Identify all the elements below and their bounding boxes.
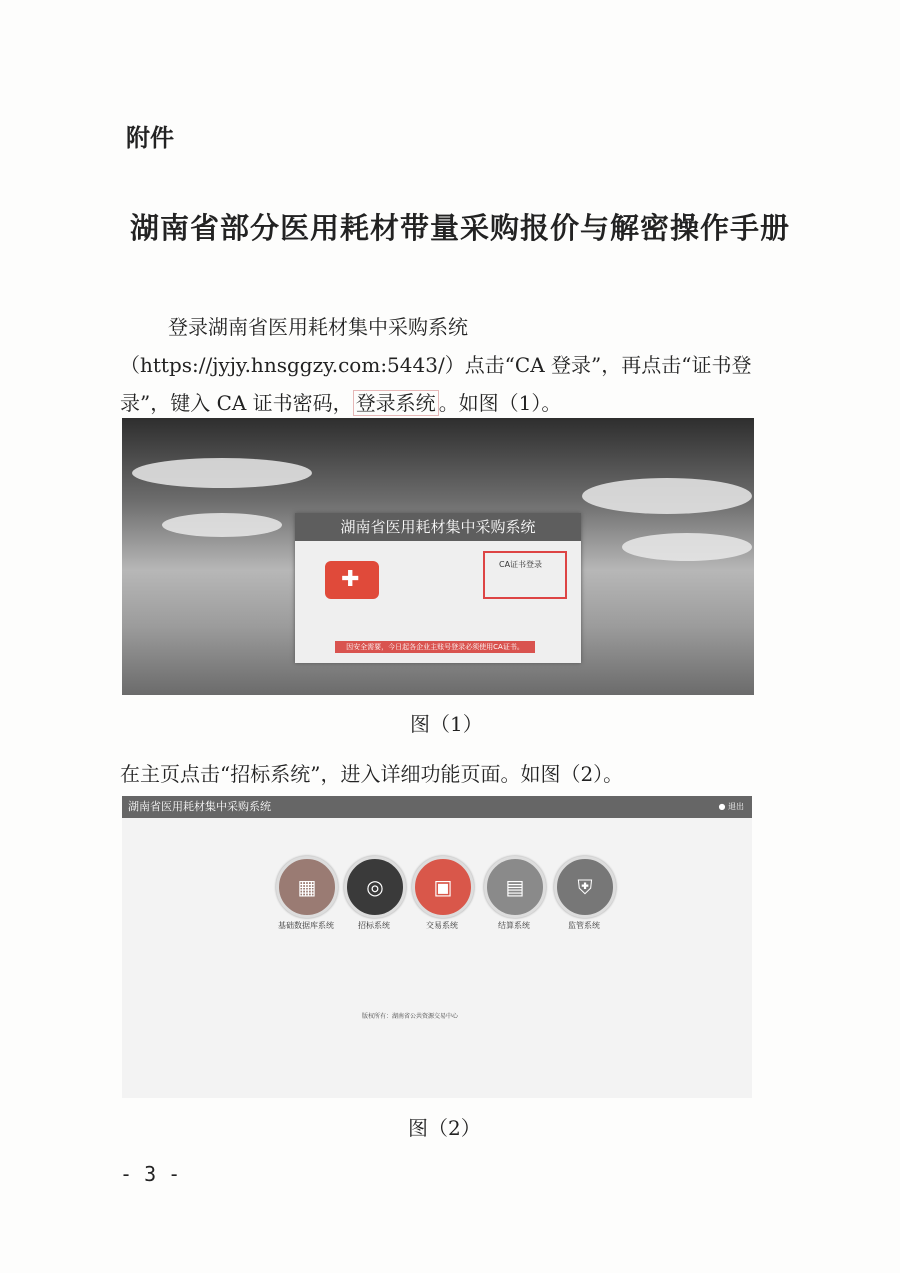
document-title: 湖南省部分医用耗材带量采购报价与解密操作手册 [129, 211, 790, 245]
paragraph-login-boxed: 登录系统 [353, 390, 439, 416]
paragraph-login-text-a: 登录湖南省医用耗材集中采购系统（https://jyjy.hnsggzy.com:5443/）点击“CA 登录”，再点击“证书登录”，键入 CA 证书密码， [120, 315, 752, 415]
module-label-database: 基础数据库系统 [278, 921, 334, 930]
supervision-module-icon: ⛨ [554, 856, 616, 918]
figure-2-footer: 版权所有：湖南省公共资源交易中心 [362, 1013, 459, 1020]
figure-2-header [122, 796, 752, 818]
figure-2-header-title: 湖南省医用耗材集中采购系统 [128, 800, 271, 813]
database-module-icon: ▦ [276, 856, 338, 918]
module-label-supervision: 监管系统 [568, 921, 600, 930]
trading-module-icon: ▣ [412, 856, 474, 918]
bidding-module-icon: ◎ [344, 856, 406, 918]
ca-notice-bar: 因安全需要，今日起各企业主账号登录必须使用CA证书。 [335, 641, 535, 653]
module-label-trading: 交易系统 [426, 921, 458, 930]
settlement-module-icon: ▤ [484, 856, 546, 918]
login-dialog [295, 513, 581, 663]
ca-login-button: CA证书登录 [499, 560, 543, 569]
medical-kit-icon [325, 561, 379, 599]
page-number: - 3 - [120, 1162, 181, 1186]
login-dialog-title: 湖南省医用耗材集中采购系统 [295, 513, 581, 541]
figure-2-screenshot [122, 796, 752, 1098]
figure-2-caption: 图（2） [408, 1116, 481, 1140]
paragraph-login-text-b: 。如图（1）。 [438, 391, 562, 415]
paragraph-login [120, 308, 800, 422]
module-label-settlement: 结算系统 [498, 921, 530, 930]
module-label-bidding: 招标系统 [358, 921, 390, 930]
figure-2-header-right: ● 退出 [718, 802, 744, 811]
ca-login-highlight [483, 551, 567, 599]
attachment-label: 附件 [126, 124, 174, 152]
figure-1-screenshot [122, 418, 754, 695]
figure-1-caption: 图（1） [410, 712, 483, 736]
paragraph-home: 在主页点击“招标系统”，进入详细功能页面。如图（2）。 [120, 762, 624, 786]
